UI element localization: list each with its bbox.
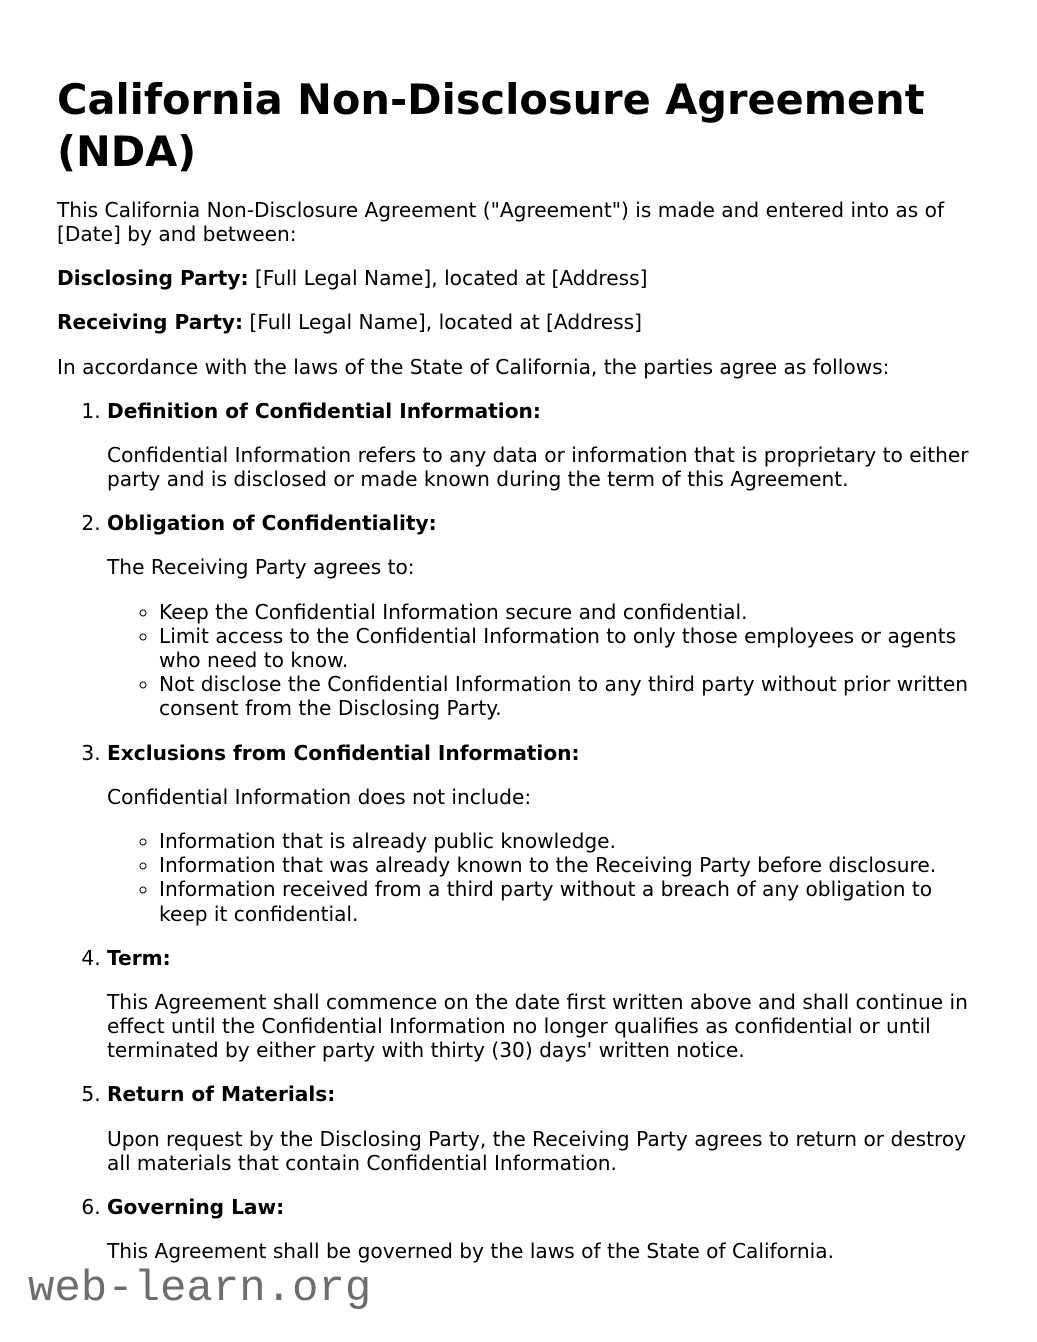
section-heading — [107, 511, 981, 535]
section-heading — [107, 1195, 981, 1219]
section-heading-text: Term: — [107, 945, 171, 970]
intro-paragraph: This California Non-Disclosure Agreement ("Agreement") is made and entered into as of [Date] by and between: — [57, 197, 945, 246]
document-title: California Non-Disclosure Agreement (NDA) — [57, 75, 925, 176]
section-heading-text: Exclusions from Confidential Information: — [107, 740, 580, 765]
bullet-item: ◦ Information received from a third party without a breach of any obligation to keep it confidential. — [159, 877, 981, 925]
section-heading-text: Definition of Confidential Information: — [107, 398, 541, 423]
section-item — [107, 946, 981, 1063]
receiving-party-label: Receiving Party: — [57, 310, 244, 335]
disclosing-party-label: Disclosing Party: — [57, 266, 249, 291]
section-item — [107, 1195, 981, 1263]
lead-in-paragraph: In accordance with the laws of the State of California, the parties agree as follows: — [57, 354, 890, 379]
section-item — [107, 741, 981, 926]
section-heading — [107, 741, 981, 765]
section-paragraph: This Agreement shall commence on the date first written above and shall continue in effect until the Confidential Information no longer qualifies as confidential or until terminated by either party with thirty (30) days' written notice. — [107, 989, 968, 1063]
section-item — [107, 511, 981, 720]
section-item — [107, 399, 981, 492]
section-bullet-list — [107, 829, 981, 926]
section-paragraph: The Receiving Party agrees to: — [107, 555, 415, 580]
section-item — [107, 1082, 981, 1175]
section-bullet-list — [107, 600, 981, 721]
section-paragraph: Confidential Information does not include: — [107, 784, 532, 809]
section-heading-text: Return of Materials: — [107, 1082, 336, 1107]
bullet-item: ◦ Information that was already known to the Receiving Party before disclosure. — [159, 853, 981, 877]
section-heading — [107, 399, 981, 423]
party-line-receiving — [57, 310, 981, 334]
party-line-disclosing — [57, 266, 981, 290]
disclosing-party-value: [Full Legal Name], located at [Address] — [248, 266, 648, 291]
bullet-item: ◦ Information that is already public knowledge. — [159, 829, 981, 853]
section-paragraph: Confidential Information refers to any data or information that is proprietary to either party and is disclosed or made known during the term of this Agreement. — [107, 442, 969, 492]
bullet-item: ◦ Limit access to the Confidential Information to only those employees or agents who need to know. — [159, 624, 981, 672]
section-heading — [107, 946, 981, 970]
receiving-party-value: [Full Legal Name], located at [Address] — [243, 310, 642, 335]
watermark: web-learn.org — [28, 1264, 372, 1314]
sections-list — [57, 399, 981, 1264]
section-heading-text: Obligation of Confidentiality: — [107, 511, 437, 536]
section-heading — [107, 1082, 981, 1106]
section-paragraph: Upon request by the Disclosing Party, the Receiving Party agrees to return or destroy all materials that contain Confidential Information. — [107, 1126, 967, 1175]
bullet-item: ◦ Keep the Confidential Information secure and confidential. — [159, 600, 981, 624]
section-heading-text: Governing Law: — [107, 1195, 285, 1219]
section-paragraph: This Agreement shall be governed by the laws of the State of California. — [107, 1239, 834, 1264]
bullet-item: ◦ Not disclose the Confidential Information to any third party without prior written consent from the Disclosing Party. — [159, 672, 981, 720]
